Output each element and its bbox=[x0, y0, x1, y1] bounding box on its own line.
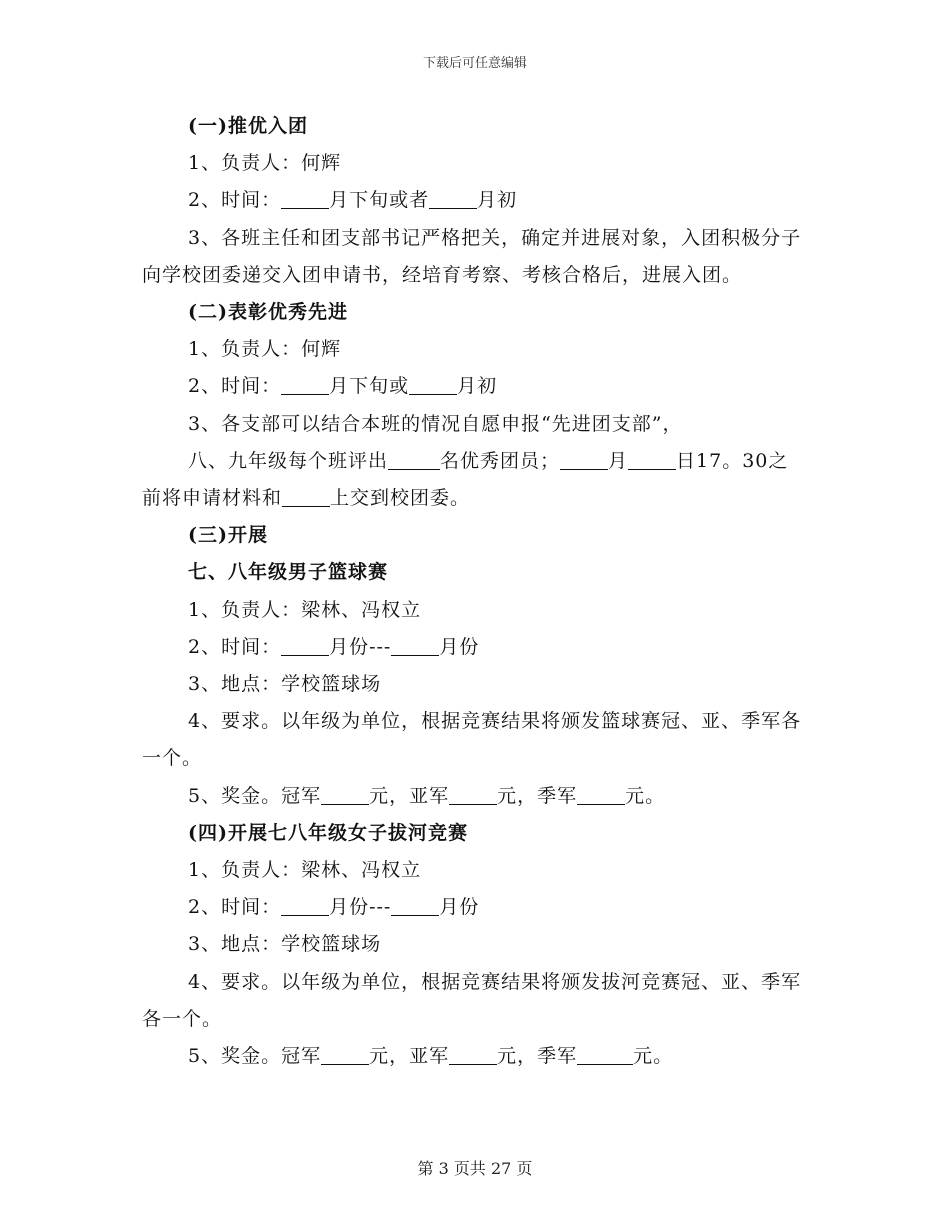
fill-blank bbox=[391, 893, 439, 916]
paragraph: 1、负责人：何辉 bbox=[188, 152, 342, 175]
fill-blank bbox=[281, 633, 329, 656]
fill-blank bbox=[449, 782, 497, 805]
page-footer: 第 3 页共 27 页 bbox=[417, 1159, 533, 1178]
fill-blank bbox=[321, 1042, 369, 1065]
paragraph: 3、地点：学校篮球场 bbox=[188, 933, 382, 956]
document-body bbox=[142, 108, 807, 1075]
paragraph: 1、负责人：何辉 bbox=[188, 338, 342, 361]
section-title: (一)推优入团 bbox=[188, 115, 308, 137]
fill-blank bbox=[388, 447, 440, 470]
section-title: (三)开展 bbox=[188, 524, 268, 547]
paragraph: 4、要求。以年级为单位，根据竞赛结果将颁发篮球赛冠、亚、季军各一个。 bbox=[142, 710, 802, 770]
fill-blank bbox=[321, 782, 369, 805]
fill-blank bbox=[577, 782, 625, 805]
fill-blank bbox=[628, 447, 676, 470]
paragraph: 2、时间： 月下旬或 月初 bbox=[142, 368, 807, 405]
page-header: 下载后可任意编辑 bbox=[422, 56, 527, 71]
fill-blank bbox=[560, 447, 608, 470]
fill-blank bbox=[577, 1042, 633, 1065]
paragraph: 3、各支部可以结合本班的情况自愿申报“先进团支部”， bbox=[188, 412, 683, 435]
fill-blank bbox=[409, 372, 457, 395]
fill-blank bbox=[281, 893, 329, 916]
paragraph: 2、时间： 月份--- 月份 bbox=[142, 629, 807, 666]
paragraph: 4、要求。以年级为单位，根据竞赛结果将颁发拔河竞赛冠、亚、季军各一个。 bbox=[142, 970, 802, 1030]
section-subtitle: 七、八年级男子篮球赛 bbox=[188, 561, 389, 584]
paragraph: 3、地点：学校篮球场 bbox=[188, 673, 382, 696]
paragraph: 2、时间： 月下旬或者 月初 bbox=[142, 182, 807, 219]
fill-blank bbox=[282, 484, 330, 507]
section-title: (二)表彰优秀先进 bbox=[188, 301, 348, 324]
paragraph: 八、九年级每个班评出 名优秀团员； 月 日17。30之前将申请材料和 上交到校团委。 bbox=[142, 443, 807, 517]
paragraph: 1、负责人：梁林、冯权立 bbox=[188, 859, 422, 882]
fill-blank bbox=[391, 633, 439, 656]
fill-blank bbox=[281, 372, 329, 395]
fill-blank bbox=[449, 1042, 497, 1065]
paragraph: 5、奖金。冠军 元，亚军 元，季军 元。 bbox=[142, 1038, 807, 1075]
section-title: (四)开展七八年级女子拔河竞赛 bbox=[188, 821, 468, 844]
paragraph: 1、负责人：梁林、冯权立 bbox=[188, 598, 422, 621]
paragraph: 2、时间： 月份--- 月份 bbox=[142, 889, 807, 926]
paragraph: 5、奖金。冠军 元，亚军 元，季军 元。 bbox=[142, 778, 807, 815]
fill-blank bbox=[281, 186, 329, 209]
paragraph: 3、各班主任和团支部书记严格把关，确定并进展对象，入团积极分子向学校团委递交入团申请书，经培育考察、考核合格后，进展入团。 bbox=[142, 226, 802, 286]
fill-blank bbox=[429, 186, 477, 209]
